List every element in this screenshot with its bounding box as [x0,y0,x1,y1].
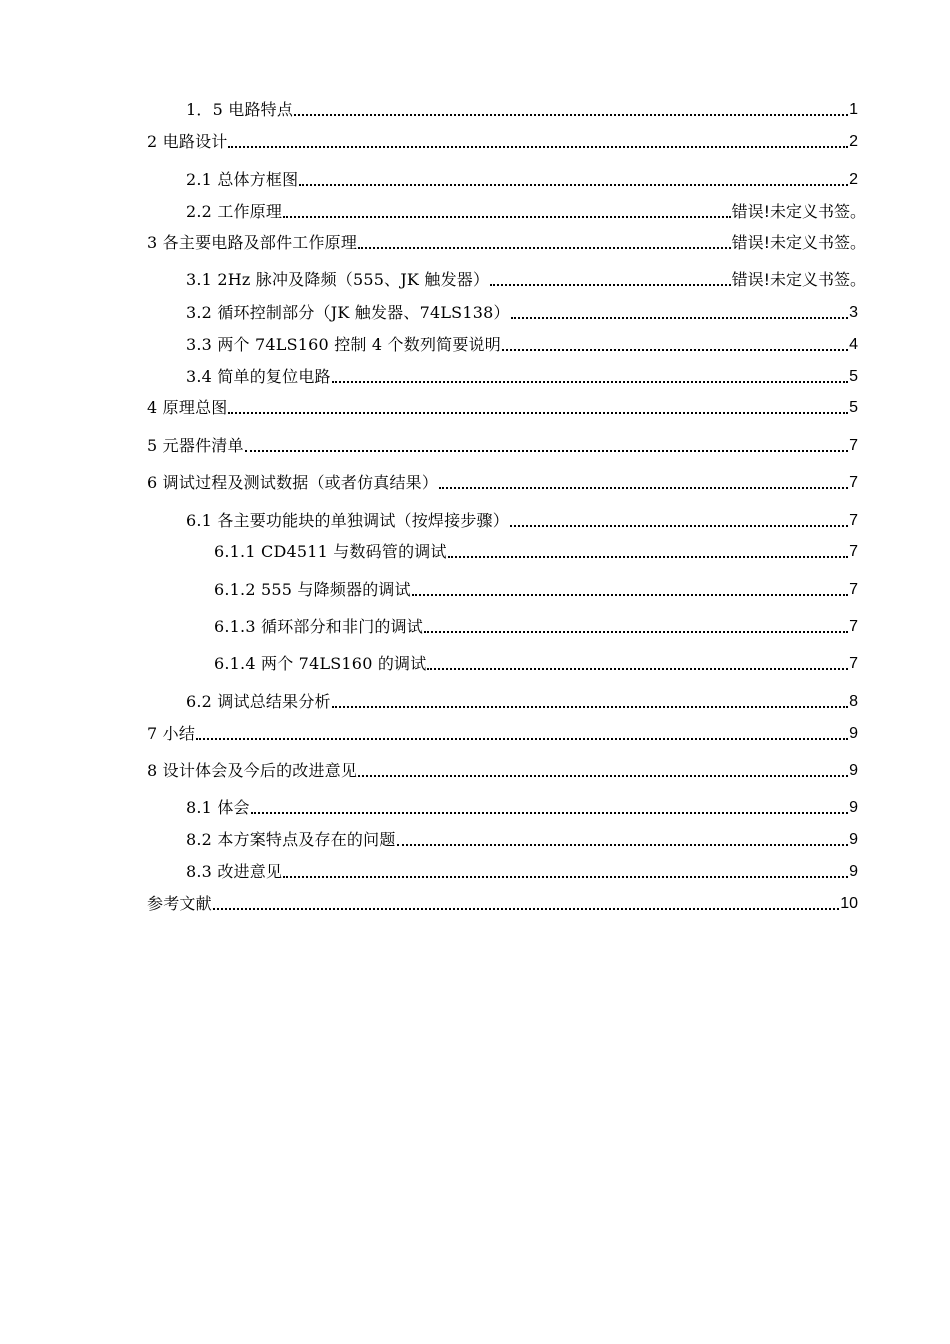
toc-dot-leader [299,184,848,186]
toc-entry-title: 6 调试过程及测试数据（或者仿真结果） [147,473,439,492]
toc-entry[interactable] [214,650,858,674]
toc-entry-title: 6.1.2 555 与降频器的调试 [214,580,411,599]
toc-entry-page: 错误!未定义书签。 [731,270,866,289]
toc-dot-leader [228,412,848,414]
toc-dot-leader [510,525,848,527]
toc-dot-leader [412,594,848,596]
toc-entry-page: 9 [849,725,858,742]
toc-entry[interactable] [147,394,858,418]
toc-entry-title: 3.2 循环控制部分（JK 触发器、74LS138） [186,303,510,322]
toc-entry-title: 8.1 体会 [186,798,250,817]
toc-entry-title: 4 原理总图 [147,398,228,417]
toc-entry-page: 2 [849,171,858,188]
toc-entry-title: 6.2 调试总结果分析 [186,692,331,711]
toc-entry-title: 2.1 总体方框图 [186,170,299,189]
toc-entry[interactable] [186,299,858,323]
toc-entry-page: 错误!未定义书签。 [731,202,866,221]
toc-entry-page: 9 [849,831,858,848]
toc-dot-leader [196,738,848,740]
toc-entry-page: 7 [849,655,858,672]
toc-dot-leader [397,844,849,846]
toc-entry-page: 7 [849,618,858,635]
toc-entry-page: 3 [849,304,858,321]
toc-entry[interactable] [186,331,858,355]
toc-entry-page: 2 [849,133,858,150]
toc-dot-leader [228,146,848,148]
toc-entry-title: 2 电路设计 [147,132,228,151]
toc-entry[interactable] [147,469,858,493]
toc-entry-title: 6.1.4 两个 74LS160 的调试 [214,654,427,673]
toc-entry-page: 8 [849,693,858,710]
toc-entry[interactable] [186,96,858,120]
toc-entry[interactable] [147,757,858,781]
toc-entry-page: 4 [849,336,858,353]
toc-entry[interactable] [186,507,858,531]
toc-dot-leader [332,706,848,708]
toc-dot-leader [294,114,848,116]
toc-dot-leader [490,284,730,286]
toc-entry-title: 6.1.3 循环部分和非门的调试 [214,617,423,636]
toc-entry[interactable] [186,858,858,882]
toc-entry[interactable] [147,720,858,744]
toc-dot-leader [283,216,730,218]
toc-dot-leader [251,812,848,814]
toc-dot-leader [424,631,848,633]
toc-entry-title: 3 各主要电路及部件工作原理 [147,233,358,252]
toc-dot-leader [439,487,848,489]
toc-entry[interactable] [186,688,858,712]
toc-entry-page: 9 [849,762,858,779]
toc-entry[interactable] [147,229,866,253]
toc-entry[interactable] [147,432,858,456]
toc-entry-page: 10 [840,895,858,912]
toc-dot-leader [427,668,848,670]
toc-entry-title: 8 设计体会及今后的改进意见 [147,761,358,780]
toc-entry-title: 2.2 工作原理 [186,202,283,221]
toc-entry[interactable] [186,266,866,290]
toc-entry-page: 7 [849,581,858,598]
toc-entry[interactable] [186,166,858,190]
toc-entry[interactable] [186,363,858,387]
toc-entry[interactable] [147,128,858,152]
toc-entry-title: 8.2 本方案特点及存在的问题 [186,830,396,849]
toc-entry-page: 9 [849,799,858,816]
toc-entry-page: 9 [849,863,858,880]
toc-dot-leader [358,775,848,777]
toc-entry[interactable] [147,890,858,914]
toc-entry[interactable] [186,826,858,850]
toc-entry[interactable] [214,576,858,600]
toc-entry-page: 7 [849,543,858,560]
toc-entry[interactable] [214,538,858,562]
toc-entry-page: 7 [849,437,858,454]
toc-dot-leader [358,247,731,249]
toc-dot-leader [448,556,848,558]
toc-entry-page: 5 [849,399,858,416]
toc-entry[interactable] [186,794,858,818]
toc-entry-page: 5 [849,368,858,385]
toc-dot-leader [502,349,848,351]
toc-dot-leader [283,876,848,878]
toc-dot-leader [511,317,848,319]
toc-dot-leader [245,450,848,452]
toc-entry-title: 3.4 简单的复位电路 [186,367,331,386]
toc-entry-title: 1．5 电路特点 [186,100,294,119]
toc-entry-page: 1 [849,101,858,118]
toc-entry-title: 7 小结 [147,724,196,743]
toc-entry-title: 参考文献 [147,894,212,913]
toc-entry-title: 3.3 两个 74LS160 控制 4 个数列简要说明 [186,335,501,354]
toc-dot-leader [332,381,848,383]
toc-entry-title: 6.1.1 CD4511 与数码管的调试 [214,542,447,561]
toc-entry-title: 5 元器件清单 [147,436,244,455]
toc-entry-page: 错误!未定义书签。 [731,233,866,252]
toc-entry-title: 6.1 各主要功能块的单独调试（按焊接步骤） [186,511,509,530]
toc-entry-title: 3.1 2Hz 脉冲及降频（555、JK 触发器） [186,270,490,289]
toc-entry-title: 8.3 改进意见 [186,862,283,881]
toc-dot-leader [213,908,839,910]
toc-entry[interactable] [186,198,866,222]
toc-entry[interactable] [214,613,858,637]
toc-entry-page: 7 [849,474,858,491]
toc-entry-page: 7 [849,512,858,529]
